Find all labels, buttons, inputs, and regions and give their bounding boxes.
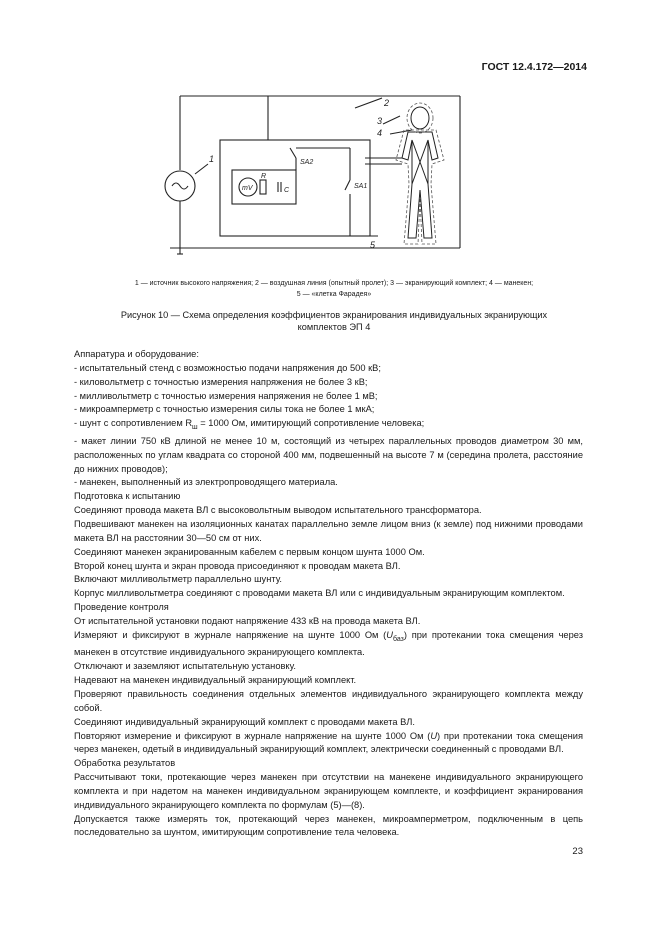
para: Соединяют провода макета ВЛ с высоковольтным выводом испытательного трансформатора. [74,505,482,516]
list-item: - микроамперметр с точностью измерения силы тока не более 1 мкА; [74,404,375,415]
list-item: - макет линии 750 кВ длиной не менее 10 м, состоящий из четырех параллельных проводов диаметром 30 мм, расположенных по углам квадрата со стороной 400 мм, подвешенный на высоте 7 м (середина пролета, расстояние до нижних проводов); [74,435,583,474]
list-item: - шунт с сопротивлением $R_ш = 1000$ Ом, имитирующий сопротивление человека; [74,418,425,432]
para: Второй конец шунта и экран провода присоединяют к проводам макета ВЛ. [74,560,401,571]
figure-legend: 1 — источник высокого напряжения; 2 — воздушная линия (опытный пролет); 3 — экранирующий комплект; 4 — манекен; 5 — «клетка Фарадея» [134,280,534,298]
para: Соединяют манекен экранированным кабелем с первым концом шунта 1000 Ом. [74,546,425,557]
label-sa2: SA2 [300,159,314,166]
circuit-diagram [150,88,470,268]
section-heading: Подготовка к испытанию [74,491,181,502]
para: Соединяют индивидуальный экранирующий комплект с проводами макета ВЛ. [74,716,415,727]
para: Проверяют правильность соединения отдельных элементов индивидуального экранирующего комплекта между собой. [74,688,583,713]
mannequin [402,107,438,238]
para: От испытательной установки подают напряжение 433 кВ на провода макета ВЛ. [74,615,421,626]
list-item: - испытательный стенд с возможностью подачи напряжения до 500 кВ; [74,362,381,373]
label-mv: mV [242,185,253,192]
shunt-resistor [260,180,266,194]
para: Надевают на манекен индивидуальный экранирующий комплект. [74,675,357,686]
para: Отключают и заземляют испытательную установку. [74,661,296,672]
label-c: C [284,187,290,194]
label-5: 5 [370,240,376,250]
body-text [74,348,583,840]
figure-caption: Рисунок 10 — Схема определения коэффициентов экранирования индивидуальных экранирующих комплектов ЭП 4 [120,310,548,332]
para: Повторяют измерение и фиксируют в журнале напряжение на шунте 1000 Ом (U) при протекании тока смещения через манекен, одетый в индивидуальный экранирующий комплект, электрически соединенный с проводами ВЛ. [74,730,583,755]
label-r: R [261,173,267,180]
label-4: 4 [377,128,383,138]
para: Включают милливольтметр параллельно шунту. [74,574,282,585]
para: Рассчитывают токи, протекающие через манекен при отсутствии на манекене индивидуального экранирующего комплекта и при надетом на манекен индивидуальном экранирующем комплекте, и коэффициент экранирования индивидуального экранирующего комплекта по формулам (5)—(8). [74,772,583,810]
document-header: ГОСТ 12.4.172—2014 [481,61,587,73]
label-2: 2 [384,98,390,108]
para: Допускается также измерять ток, протекающий через манекен, микроамперметром, подключенным в цепь последовательно за шунтом, имитирующим сопротивление тела человека. [74,813,583,838]
label-sa1: SA1 [354,183,368,190]
para: Корпус милливольтметра соединяют с проводами макета ВЛ или с индивидуальным экранирующим комплектом. [74,588,565,599]
para: Измеряют и фиксируют в журнале напряжение на шунте 1000 Ом $(U_{баз})$ при протекании тока смещения через манекен в отсутствие индивидуального экранирующего комплекта. [74,629,583,658]
label-1: 1 [209,154,215,164]
shielding-suit [396,103,444,244]
section-heading: Обработка результатов [74,758,176,769]
label-3: 3 [377,116,383,126]
list-item: - милливольтметр с точностью измерения напряжения не более 1 мВ; [74,390,378,401]
list-item: - манекен, выполненный из электропроводящего материала. [74,477,338,488]
section-heading: Проведение контроля [74,602,169,613]
para: Подвешивают манекен на изоляционных канатах параллельно земле лицом вниз (к земле) под нижними проводами макета ВЛ на расстоянии 30—50 см от них. [74,518,583,543]
list-item: - киловольтметр с точностью измерения напряжения не более 3 кВ; [74,376,368,387]
para: Аппаратура и оборудование: [74,349,199,359]
page-number: 23 [572,846,583,857]
